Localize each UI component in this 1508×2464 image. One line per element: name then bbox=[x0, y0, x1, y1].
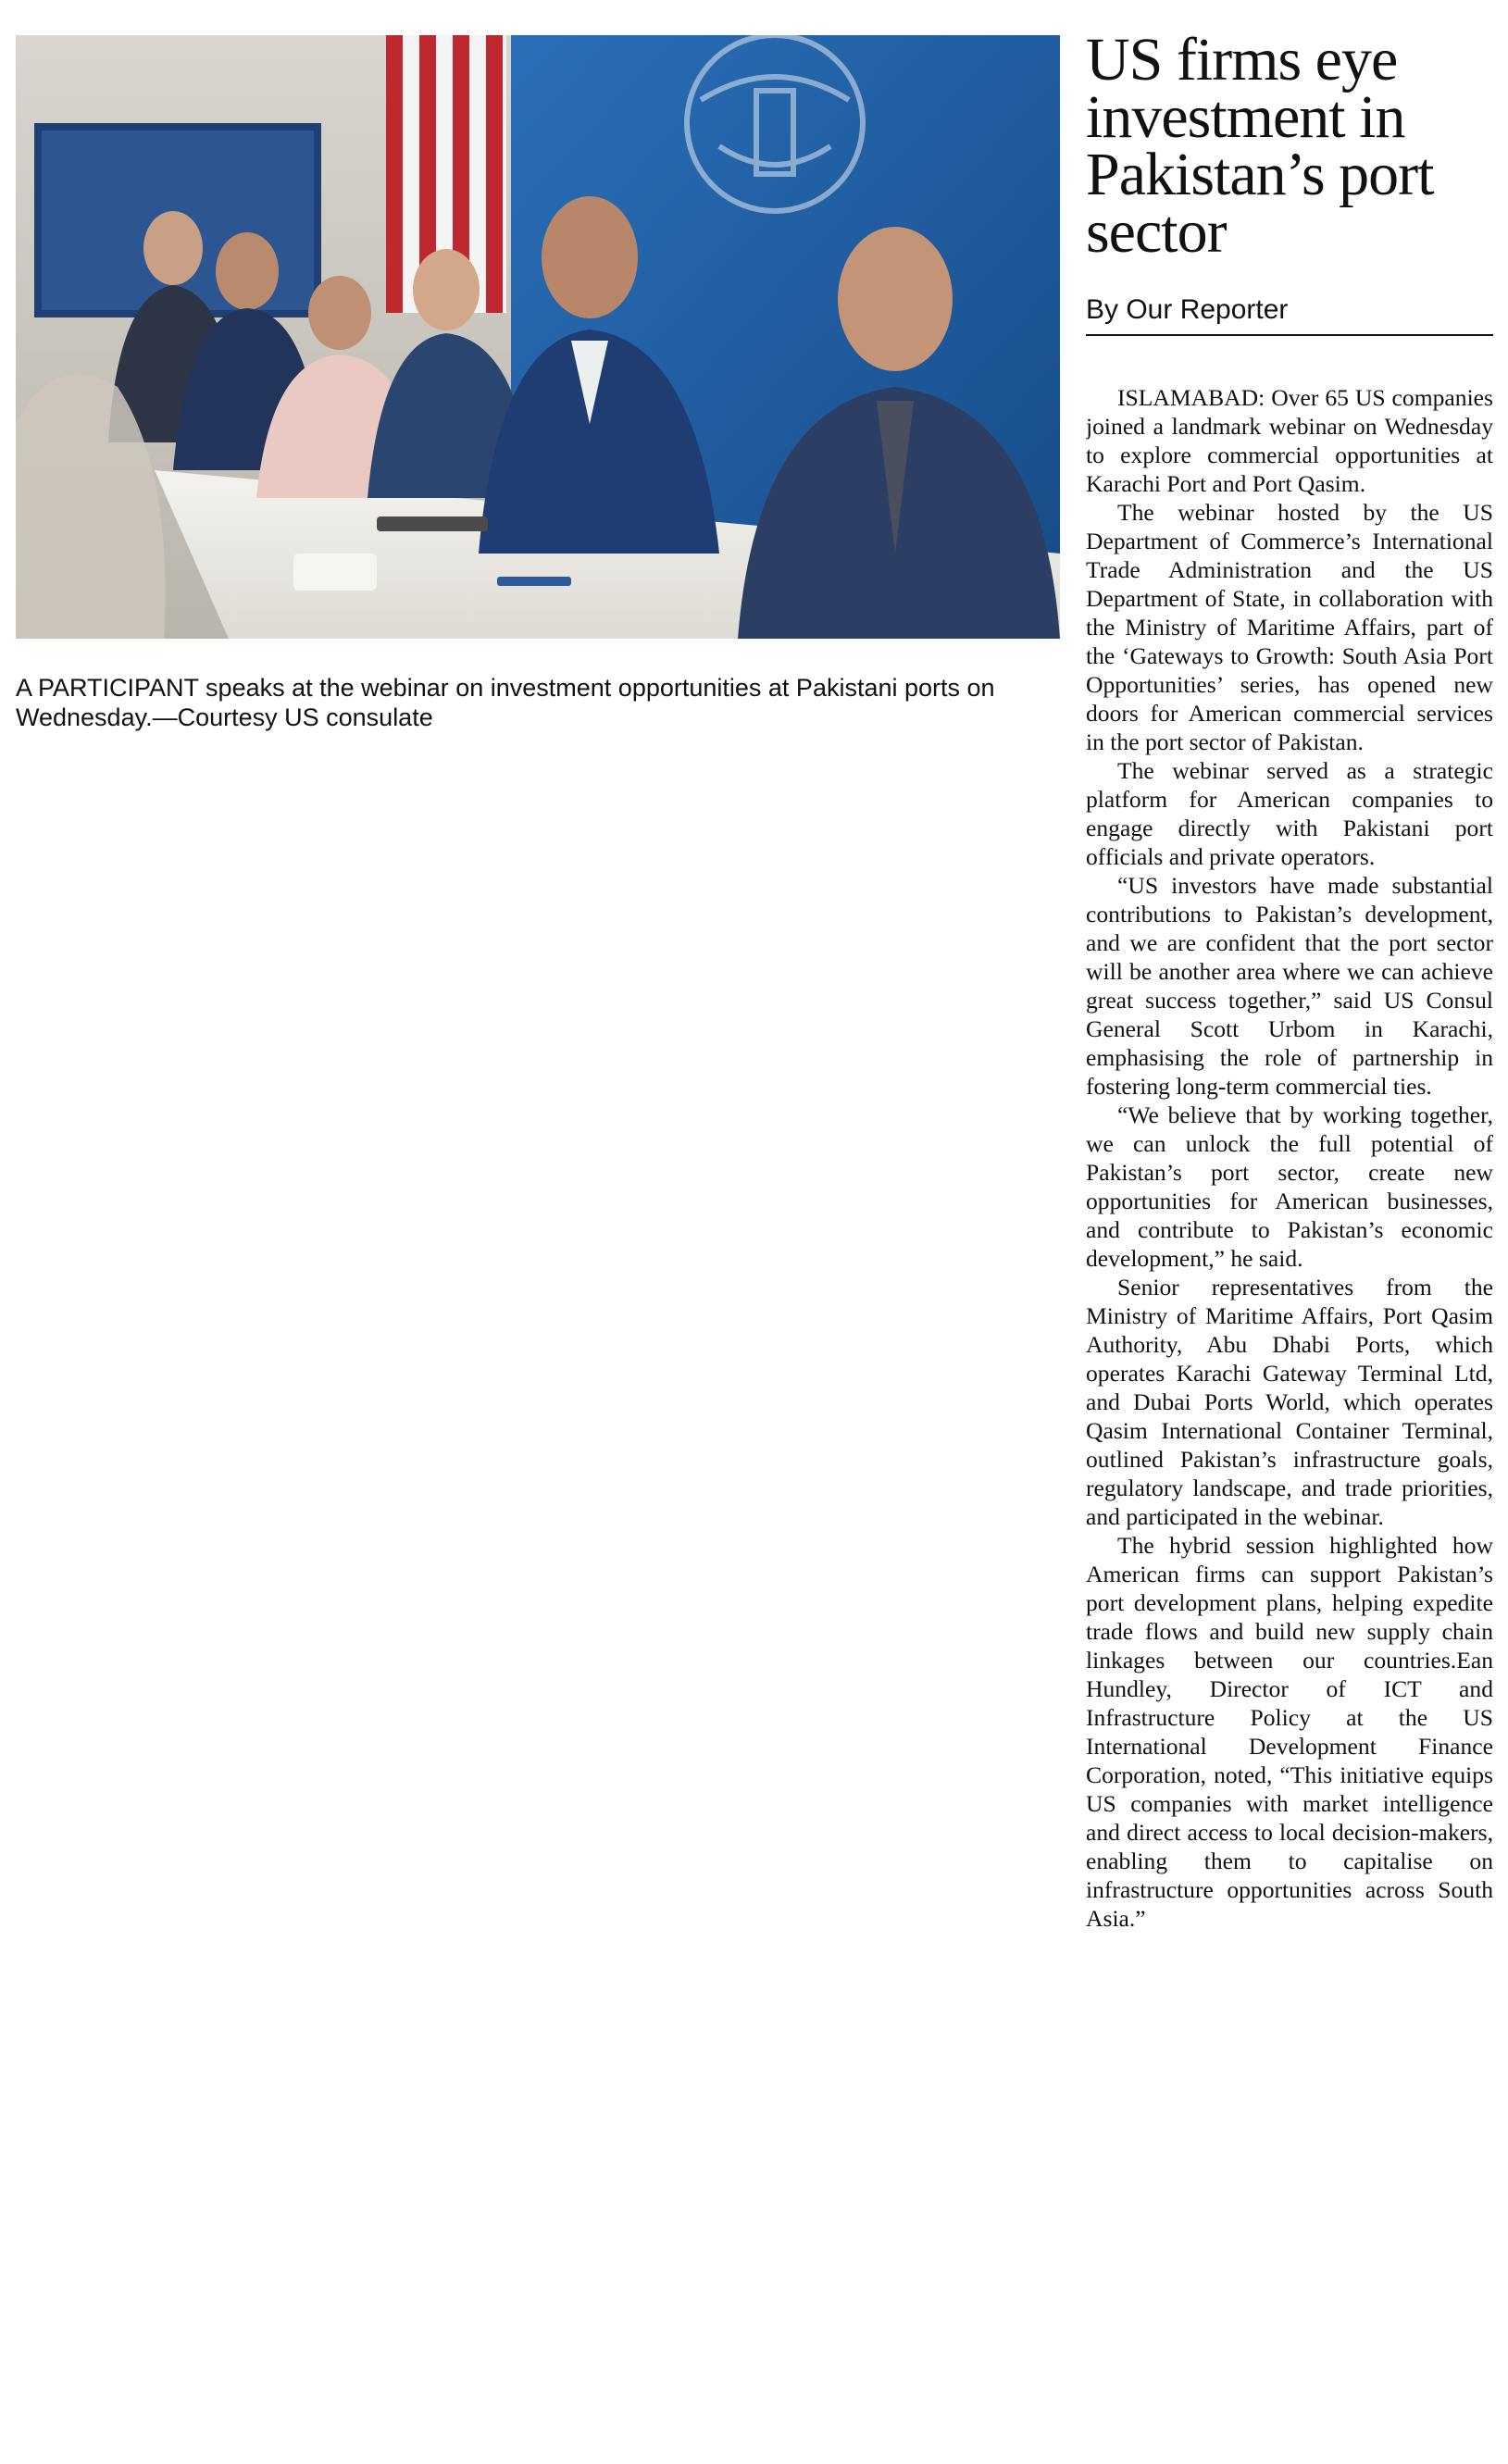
article-paragraph: ISLAMABAD: Over 65 US companies joined a landmark webinar on Wednesday to explore commercial opportunities at Karachi Port and Port Qasim. bbox=[1086, 384, 1493, 497]
article-paragraph: Senior representatives from the Ministry of Maritime Affairs, Port Qasim Authority, Abu Dhabi Ports, which operates Karachi Gateway Terminal Ltd, and Dubai Ports World, which operates Qasim International Container Terminal, outlined Pakistan’s infrastructure goals, regulatory landscape, and trade priorities, and participated in the webinar. bbox=[1086, 1274, 1493, 1530]
article-paragraph: “We believe that by working together, we can unlock the full potential of Pakistan’s port sector, create new opportunities for American businesses, and contribute to Pakistan’s economic development,” he said. bbox=[1086, 1101, 1493, 1272]
article-paragraph: The webinar served as a strategic platform for American companies to engage directly with Pakistani port officials and private operators. bbox=[1086, 757, 1493, 870]
article-paragraph: “US investors have made substantial contributions to Pakistan’s development, and we are confident that the port sector will be another area where we can achieve great success together,” said US Consul General Scott Urbom in Karachi, emphasising the role of partnership in fostering long-term commercial ties. bbox=[1086, 872, 1493, 1100]
article-body bbox=[1086, 383, 1493, 2457]
article-photo bbox=[16, 35, 1060, 639]
photo-caption: A PARTICIPANT speaks at the webinar on investment opportunities at Pakistani ports on Wednesday.—Courtesy US consulate bbox=[16, 674, 995, 731]
article-paragraph: The hybrid session highlighted how American firms can support Pakistan’s port development plans, helping expedite trade flows and build new supply chain linkages between our countries.Ean Hundley, Director of ICT and Infrastructure Policy at the US International Development Finance Corporation, noted, “This initiative equips US companies with market intelligence and direct access to local decision-makers, enabling them to capitalise on infrastructure opportunities across South Asia.” bbox=[1086, 1532, 1493, 1932]
article-byline: By Our Reporter bbox=[1086, 293, 1493, 336]
photo-webinar-participants bbox=[16, 35, 1060, 639]
article-paragraph: The webinar hosted by the US Department of Commerce’s International Trade Administration and the US Department of State, in collaboration with the Ministry of Maritime Affairs, part of the ‘Gateways to Growth: South Asia Port Opportunities’ series, has opened new doors for American commercial services in the port sector of Pakistan. bbox=[1086, 499, 1493, 755]
article-headline: US firms eye investment in Pakistan’s port sector bbox=[1086, 26, 1434, 266]
